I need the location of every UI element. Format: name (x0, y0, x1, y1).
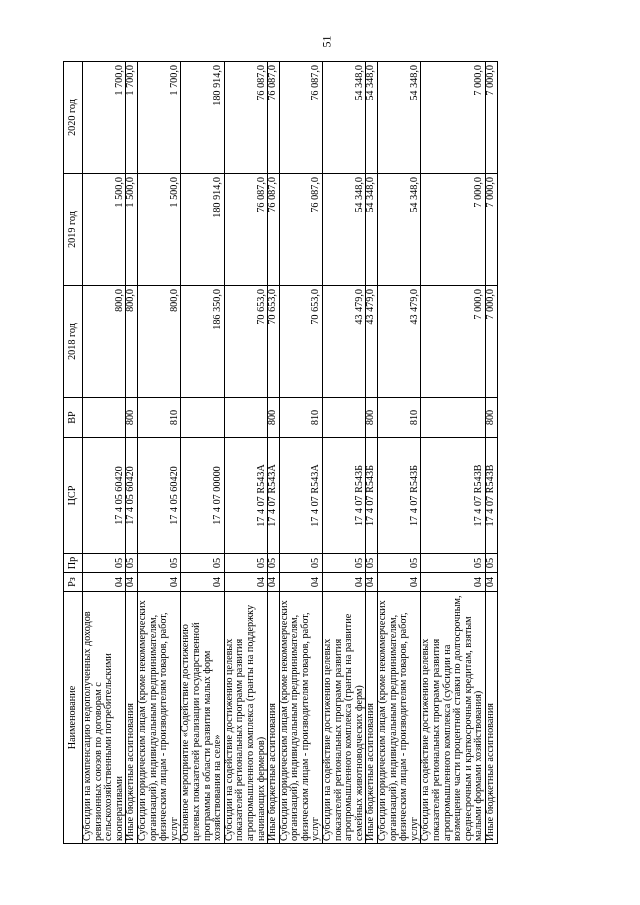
cell-vr: 800 (485, 398, 497, 438)
cell-csr: 17 4 05 60420 (83, 438, 126, 554)
cell-2019: 1 500,0 (126, 174, 138, 286)
cell-2020: 54 348,0 (323, 62, 366, 174)
cell-name: Субсидии юридическим лицам (кроме некоммерческих организаций), индивидуальным предпринимателям, физическим лицам - производителям товаров, работ, услуг (137, 592, 180, 844)
cell-pr: 05 (421, 554, 486, 573)
cell-2020: 180 914,0 (181, 62, 224, 174)
cell-2018: 800,0 (137, 286, 180, 398)
cell-rz: 04 (366, 573, 378, 592)
table-row (126, 62, 138, 844)
cell-pr: 05 (181, 554, 224, 573)
header-csr: ЦСР (64, 438, 83, 554)
cell-2018: 70 653,0 (279, 286, 322, 398)
cell-name: Основное мероприятие «Содействие достижению целевых показателей реализации государственной программы в области развития малых форм хозяйствования на селе» (181, 592, 224, 844)
cell-2019: 1 500,0 (83, 174, 126, 286)
cell-rz: 04 (421, 573, 486, 592)
cell-2018: 800,0 (126, 286, 138, 398)
cell-2018: 800,0 (83, 286, 126, 398)
header-rz: Рз (64, 573, 83, 592)
cell-vr (224, 398, 267, 438)
cell-csr: 17 4 07 00000 (181, 438, 224, 554)
cell-2019: 54 348,0 (378, 174, 421, 286)
cell-rz: 04 (126, 573, 138, 592)
cell-2020: 76 087,0 (268, 62, 280, 174)
cell-2019: 54 348,0 (323, 174, 366, 286)
budget-table-sheet (63, 62, 623, 844)
header-pr: Пр (64, 554, 83, 573)
header-vr: ВР (64, 398, 83, 438)
cell-pr: 05 (323, 554, 366, 573)
cell-csr: 17 4 07 R543А (224, 438, 267, 554)
cell-pr: 05 (126, 554, 138, 573)
cell-2019: 76 087,0 (224, 174, 267, 286)
cell-pr: 05 (485, 554, 497, 573)
cell-2018: 7 000,0 (485, 286, 497, 398)
cell-rz: 04 (137, 573, 180, 592)
cell-name: Субсидии на содействие достижению целевых показателей региональных программ развития агропромышленного комплекса (гранты на поддержку начинающих фермеров) (224, 592, 267, 844)
cell-csr: 17 4 07 R543Б (323, 438, 366, 554)
cell-vr (323, 398, 366, 438)
cell-rz: 04 (83, 573, 126, 592)
cell-name: Субсидии юридическим лицам (кроме некоммерческих организаций), индивидуальным предпринимателям, физическим лицам - производителям товаров, работ, услуг (279, 592, 322, 844)
table-header-row (64, 62, 83, 844)
table-row (137, 62, 180, 844)
cell-name: Иные бюджетные ассигнования (126, 592, 138, 844)
cell-2019: 7 000,0 (485, 174, 497, 286)
table-row (366, 62, 378, 844)
cell-csr: 17 4 05 60420 (137, 438, 180, 554)
cell-2019: 1 500,0 (137, 174, 180, 286)
cell-2020: 1 700,0 (126, 62, 138, 174)
cell-2019: 76 087,0 (268, 174, 280, 286)
cell-csr: 17 4 07 R543В (485, 438, 497, 554)
header-2018: 2018 год (64, 286, 83, 398)
header-name: Наименование (64, 592, 83, 844)
cell-2019: 54 348,0 (366, 174, 378, 286)
cell-rz: 04 (279, 573, 322, 592)
budget-table (63, 61, 498, 844)
cell-2020: 76 087,0 (224, 62, 267, 174)
cell-2018: 43 479,0 (378, 286, 421, 398)
cell-2018: 70 653,0 (224, 286, 267, 398)
cell-2020: 1 700,0 (137, 62, 180, 174)
cell-rz: 04 (268, 573, 280, 592)
cell-vr: 800 (126, 398, 138, 438)
table-row (323, 62, 366, 844)
cell-2020: 76 087,0 (279, 62, 322, 174)
header-2020: 2020 год (64, 62, 83, 174)
cell-name: Субсидии на содействие достижению целевых показателей региональных программ развития агропромышленного комплекса (субсидии на возмещение части процентной ставки по долгосрочным, среднесрочным и краткосрочным кредитам, взятым малыми формами хозяйствования) (421, 592, 486, 844)
cell-2020: 54 348,0 (378, 62, 421, 174)
cell-csr: 17 4 05 60420 (126, 438, 138, 554)
cell-2019: 76 087,0 (279, 174, 322, 286)
cell-csr: 17 4 07 R543Б (366, 438, 378, 554)
cell-2020: 54 348,0 (366, 62, 378, 174)
cell-pr: 05 (137, 554, 180, 573)
cell-pr: 05 (83, 554, 126, 573)
cell-vr: 800 (268, 398, 280, 438)
cell-2018: 186 350,0 (181, 286, 224, 398)
cell-vr (181, 398, 224, 438)
cell-2018: 7 000,0 (421, 286, 486, 398)
cell-rz: 04 (378, 573, 421, 592)
table-row (279, 62, 322, 844)
page-number: 51 (319, 35, 334, 48)
cell-pr: 05 (268, 554, 280, 573)
cell-pr: 05 (279, 554, 322, 573)
cell-vr: 800 (366, 398, 378, 438)
cell-2020: 7 000,0 (485, 62, 497, 174)
table-row (83, 62, 126, 844)
cell-vr: 810 (378, 398, 421, 438)
cell-name: Иные бюджетные ассигнования (485, 592, 497, 844)
cell-csr: 17 4 07 R543А (268, 438, 280, 554)
cell-rz: 04 (181, 573, 224, 592)
table-row (485, 62, 497, 844)
cell-name: Иные бюджетные ассигнования (268, 592, 280, 844)
table-row (421, 62, 486, 844)
cell-csr: 17 4 07 R543А (279, 438, 322, 554)
table-row (378, 62, 421, 844)
cell-pr: 05 (378, 554, 421, 573)
cell-name: Субсидии на содействие достижению целевых показателей региональных программ развития агропромышленного комплекса (гранты на развитие семейных животноводческих ферм) (323, 592, 366, 844)
cell-rz: 04 (323, 573, 366, 592)
cell-2019: 180 914,0 (181, 174, 224, 286)
cell-vr: 810 (137, 398, 180, 438)
cell-name: Субсидии юридическим лицам (кроме некоммерческих организаций), индивидуальным предпринимателям, физическим лицам - производителям товаров, работ, услуг (378, 592, 421, 844)
cell-2018: 43 479,0 (323, 286, 366, 398)
cell-name: Субсидии на компенсацию недополученных доходов ревизионных союзов по договорам с сельскохозяйственными потребительскими кооперативами (83, 592, 126, 844)
cell-2018: 70 653,0 (268, 286, 280, 398)
header-2019: 2019 год (64, 174, 83, 286)
cell-csr: 17 4 07 R543Б (378, 438, 421, 554)
table-row (268, 62, 280, 844)
table-row (181, 62, 224, 844)
cell-vr (83, 398, 126, 438)
cell-rz: 04 (224, 573, 267, 592)
table-row (224, 62, 267, 844)
cell-csr: 17 4 07 R543В (421, 438, 486, 554)
cell-vr: 810 (279, 398, 322, 438)
cell-pr: 05 (366, 554, 378, 573)
cell-rz: 04 (485, 573, 497, 592)
cell-2020: 7 000,0 (421, 62, 486, 174)
cell-vr (421, 398, 486, 438)
cell-pr: 05 (224, 554, 267, 573)
cell-2018: 43 479,0 (366, 286, 378, 398)
cell-2020: 1 700,0 (83, 62, 126, 174)
cell-name: Иные бюджетные ассигнования (366, 592, 378, 844)
cell-2019: 7 000,0 (421, 174, 486, 286)
